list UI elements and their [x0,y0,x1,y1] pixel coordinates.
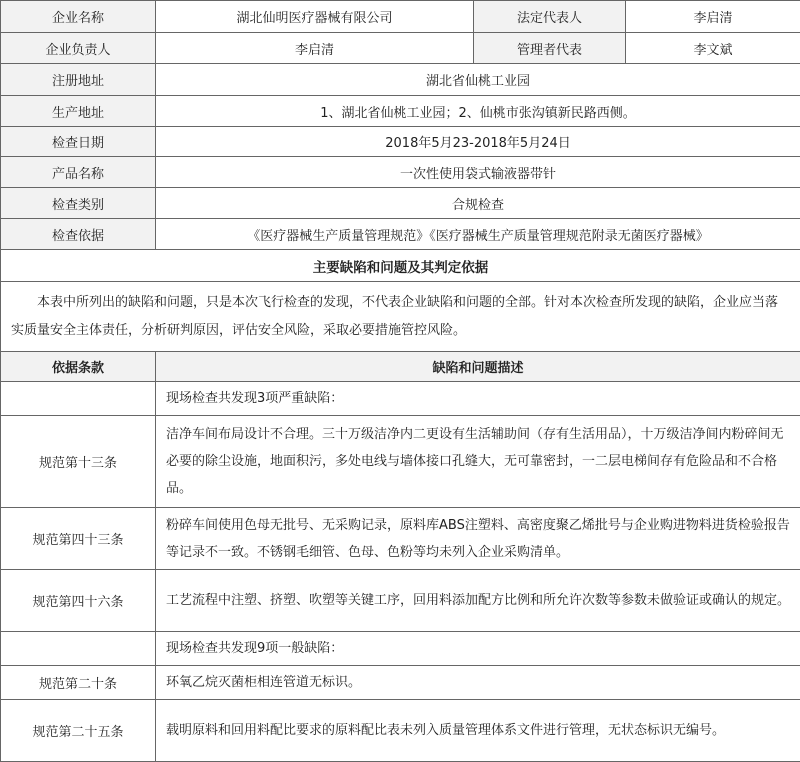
manager-label: 管理者代表 [474,33,626,64]
table-row [1,700,800,762]
legal-rep-label: 法定代表人 [474,1,626,33]
table-row [1,416,800,508]
company-label: 企业名称 [1,1,156,33]
row-general-header [1,632,800,666]
row-serious-header [1,382,800,416]
col-clause-header: 依据条款 [1,352,156,382]
serious-header: 现场检查共发现3项严重缺陷： [156,382,800,416]
prod-addr-value: 1、湖北省仙桃工业园；2、仙桃市张沟镇新民路西侧。 [156,96,800,127]
row2-desc: 粉碎车间使用色母无批号、无采购记录，原料库ABS注塑料、高密度聚乙烯批号与企业购进物料进货检验报告等记录不一致。不锈钢毛细管、色母、色粉等均未列入企业采购清单。 [156,508,800,570]
section-title: 主要缺陷和问题及其判定依据 [1,250,800,282]
basis-label: 检查依据 [1,219,156,250]
general-clause-empty [1,632,156,666]
row-defects-header [1,352,800,382]
reg-addr-label: 注册地址 [1,64,156,96]
person-label: 企业负责人 [1,33,156,64]
date-value: 2018年5月23-2018年5月24日 [156,127,800,157]
row-person [1,33,800,64]
table-row [1,508,800,570]
col-desc-header: 缺陷和问题描述 [156,352,800,382]
product-label: 产品名称 [1,157,156,188]
prod-addr-label: 生产地址 [1,96,156,127]
type-value: 合规检查 [156,188,800,219]
row-product [1,157,800,188]
row2-clause: 规范第四十三条 [1,508,156,570]
section-intro: 本表中所列出的缺陷和问题，只是本次飞行检查的发现，不代表企业缺陷和问题的全部。针对本次检查所发现的缺陷，企业应当落实质量安全主体责任，分析研判原因，评估安全风险，采取必要措施管控风险。 [1,282,800,352]
row3-clause: 规范第四十六条 [1,570,156,632]
general-header: 现场检查共发现9项一般缺陷： [156,632,800,666]
person-value: 李启清 [156,33,474,64]
table-row [1,570,800,632]
row-section-title [1,250,800,282]
row-basis [1,219,800,250]
row-company [1,1,800,33]
row-date [1,127,800,157]
row1-clause: 规范第十三条 [1,416,156,508]
type-label: 检查类别 [1,188,156,219]
row3-desc: 工艺流程中注塑、挤塑、吹塑等关键工序，回用料添加配方比例和所允许次数等参数未做验证或确认的规定。 [156,570,800,632]
basis-value: 《医疗器械生产质量管理规范》《医疗器械生产质量管理规范附录无菌医疗器械》 [156,219,800,250]
row1-desc: 洁净车间布局设计不合理。三十万级洁净内二更设有生活辅助间（存有生活用品），十万级洁净间内粉碎间无必要的除尘设施，地面积污，多处电线与墙体接口孔缝大，无可靠密封，一二层电梯间存有危险品和不合格品。 [156,416,800,508]
row-type [1,188,800,219]
row4-desc: 环氧乙烷灭菌柜相连管道无标识。 [156,666,800,700]
table-row [1,666,800,700]
legal-rep-value: 李启清 [626,1,800,33]
row-intro [1,282,800,352]
row4-clause: 规范第二十条 [1,666,156,700]
date-label: 检查日期 [1,127,156,157]
row5-clause: 规范第二十五条 [1,700,156,762]
company-value: 湖北仙明医疗器械有限公司 [156,1,474,33]
product-value: 一次性使用袋式输液器带针 [156,157,800,188]
manager-value: 李文斌 [626,33,800,64]
row-prod-addr [1,96,800,127]
serious-clause-empty [1,382,156,416]
reg-addr-value: 湖北省仙桃工业园 [156,64,800,96]
row5-desc: 载明原料和回用料配比要求的原料配比表未列入质量管理体系文件进行管理，无状态标识无编号。 [156,700,800,762]
row-reg-addr [1,64,800,96]
